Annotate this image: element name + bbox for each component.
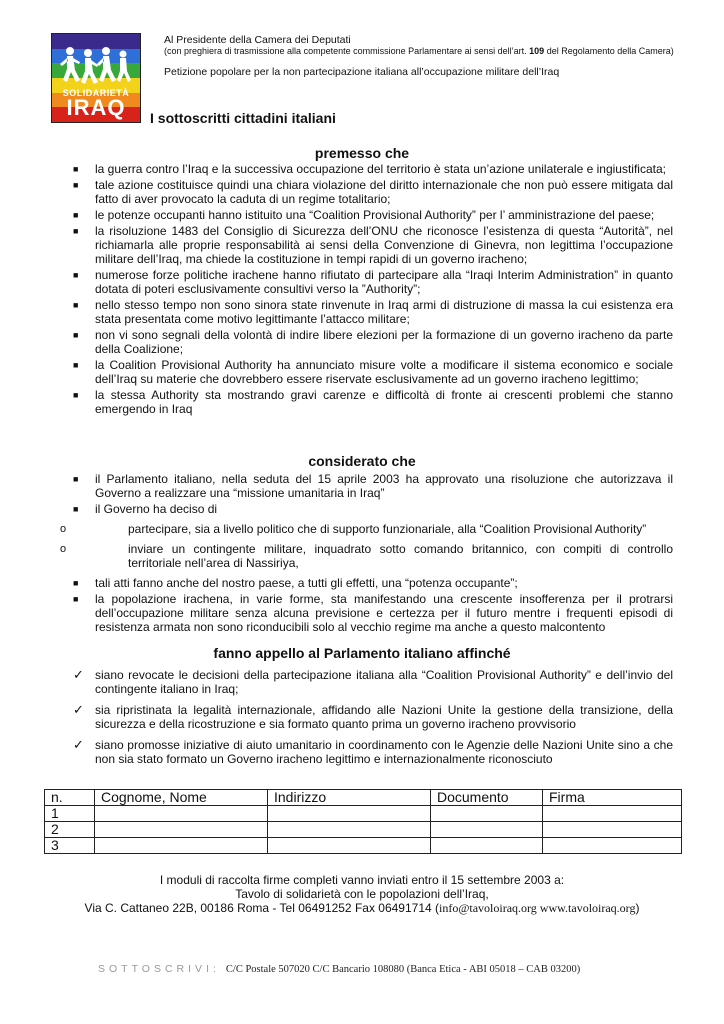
square-bullet-icon: ■	[73, 504, 79, 514]
signature-cell[interactable]	[543, 806, 682, 822]
address-cell[interactable]	[268, 822, 431, 838]
name-cell[interactable]	[95, 838, 268, 854]
list-item	[73, 738, 673, 766]
list-item	[73, 668, 673, 696]
square-bullet-icon: ■	[73, 474, 79, 484]
list-item	[73, 178, 673, 206]
document-header	[164, 34, 684, 78]
column-header: n.	[45, 790, 95, 806]
section-considerato-che-title: considerato che	[308, 453, 416, 469]
square-bullet-icon: ■	[73, 164, 79, 174]
list-item-text: la Coalition Provisional Authority ha annunciato misure volte a modificare il sistema economico e sociale dell’Iraq su materie che dovrebbero essere riservate esclusivamente ad un governo iracheno legittimo;	[95, 358, 673, 386]
column-header: Cognome, Nome	[95, 790, 268, 806]
list-item-text: la risoluzione 1483 del Consiglio di Sicurezza dell’ONU che riconosce l’esistenza di questa “Autorità”, nel richiamarla alle proprie responsabilità ai sensi della Convenzione di Ginevra, non legittima l’occupazione militare dell’Iraq, ma chiede la costituzione in tempi rapidi di un governo iracheno;	[95, 224, 673, 266]
list-item	[73, 162, 673, 176]
list-item	[73, 592, 673, 634]
list-item-text: sia ripristinata la legalità internazionale, affidando alle Nazioni Unite la gestione della transizione, della sicurezza e della ricostruzione e sia formato quanto prima un governo iracheno provvisorio	[95, 703, 673, 731]
list-item-text: siano promosse iniziative di aiuto umanitario in coordinamento con le Agenzie delle Nazioni Unite sino a che non sia stato formato un Governo iracheno legittimo e internazionalmente riconosciuto	[95, 738, 673, 766]
logo-text-iraq: IRAQ	[66, 95, 126, 120]
row-number: 2	[45, 822, 95, 838]
solidarieta-iraq-logo	[51, 33, 141, 123]
recipient-line: Tavolo di solidarietà con le popolazioni dell’Iraq,	[235, 887, 489, 901]
document-cell[interactable]	[431, 806, 543, 822]
checkmark-icon: ✓	[73, 667, 84, 682]
table-row	[45, 806, 682, 822]
circle-bullet-icon: o	[60, 523, 67, 535]
bank-accounts: C/C Postale 507020 C/C Bancario 108080 (Banca Etica - ABI 05018 – CAB 03200)	[225, 964, 581, 975]
address-text: Via C. Cattaneo 22B, 00186 Roma - Tel 06491252 Fax 06491714 (	[84, 901, 439, 915]
premesso-che-list	[73, 162, 673, 418]
list-item	[73, 208, 673, 222]
row-number: 3	[45, 838, 95, 854]
considerato-che-list	[60, 472, 673, 636]
column-header: Documento	[431, 790, 543, 806]
square-bullet-icon: ■	[73, 210, 79, 220]
section-appello-title: fanno appello al Parlamento italiano affinché	[213, 645, 511, 661]
transmission-note-post: del Regolamento della Camera)	[544, 46, 674, 56]
donation-info	[98, 963, 580, 975]
address-cell[interactable]	[268, 806, 431, 822]
square-bullet-icon: ■	[73, 300, 79, 310]
appello-list	[73, 668, 673, 773]
list-item-text: partecipare, sia a livello politico che di supporto funzionariale, alla “Coalition Provisional Authority”	[128, 522, 647, 536]
sending-instructions	[0, 873, 724, 915]
intro-heading: I sottoscritti cittadini italiani	[150, 110, 336, 126]
list-item	[73, 298, 673, 326]
list-item-text: le potenze occupanti hanno istituito una “Coalition Provisional Authority” per l’ amministrazione del paese;	[95, 208, 655, 222]
list-item	[73, 358, 673, 386]
square-bullet-icon: ■	[73, 330, 79, 340]
deadline-line: I moduli di raccolta firme completi vanno inviati entro il 15 settembre 2003 a:	[159, 873, 565, 887]
contact-links[interactable]: info@tavoloiraq.org www.tavoloiraq.org	[439, 901, 636, 915]
square-bullet-icon: ■	[73, 578, 79, 588]
list-item	[73, 472, 673, 500]
signature-table	[44, 789, 682, 854]
list-item-text: tali atti fanno anche del nostro paese, a tutti gli effetti, una “potenza occupante”;	[95, 576, 518, 590]
list-item	[73, 328, 673, 356]
document-cell[interactable]	[431, 838, 543, 854]
list-item-text: tale azione costituisce quindi una chiara violazione del diritto internazionale che non può essere mitigata dal fatto di aver provocato la caduta di un regime totalitario;	[95, 178, 673, 206]
column-header: Firma	[543, 790, 682, 806]
article-number: 109	[529, 46, 545, 56]
list-item	[73, 388, 673, 416]
petition-title: Petizione popolare per la non partecipazione italiana all’occupazione militare dell’Iraq	[164, 66, 560, 78]
subscribe-label: SOTTOSCRIVI:	[98, 963, 220, 975]
list-item-text: la popolazione irachena, in varie forme, sta manifestando una crescente insofferenza per il protrarsi dell’occupazione militare senza alcuna previsione e certezza per il futuro mentre i frequenti episodi di resistenza armata non sono riconducibili solo al vecchio regime ma anche a questo malcontento	[95, 592, 673, 634]
sub-list-item	[60, 522, 673, 536]
name-cell[interactable]	[95, 806, 268, 822]
square-bullet-icon: ■	[73, 594, 79, 604]
square-bullet-icon: ■	[73, 390, 79, 400]
list-item	[73, 502, 673, 516]
list-item-text: numerose forze politiche irachene hanno rifiutato di partecipare alla “Iraqi Interim Administration” in quanto dotata di poteri esclusivamente consultivi verso la ”Authority”;	[95, 268, 673, 296]
list-item	[73, 576, 673, 590]
list-item-text: il Parlamento italiano, nella seduta del 15 aprile 2003 ha approvato una risoluzione che autorizzava il Governo a realizzare una “missione umanitaria in Iraq”	[95, 472, 673, 500]
logo-text-solidarieta: SOLIDARIETÀ	[62, 88, 130, 98]
list-item-text: inviare un contingente militare, inquadrato sotto comando britannico, con compiti di controllo territoriale nell’area di Nassiriya,	[128, 542, 673, 570]
transmission-note	[164, 46, 684, 57]
list-item-text: la guerra contro l’Iraq e la successiva occupazione del territorio è stata un’azione unilaterale e ingiustificata;	[95, 162, 666, 176]
square-bullet-icon: ■	[73, 226, 79, 236]
document-cell[interactable]	[431, 822, 543, 838]
signature-cell[interactable]	[543, 838, 682, 854]
circle-bullet-icon: o	[60, 543, 67, 555]
address-line	[0, 901, 724, 915]
list-item-text: la stessa Authority sta mostrando gravi carenze e difficoltà di fronte ai crescenti problemi che stanno emergendo in Iraq	[95, 388, 673, 416]
table-header-row	[45, 790, 682, 806]
list-item-text: non vi sono segnali della volontà di indire libere elezioni per la formazione di un governo iracheno da parte della Coalizione;	[95, 328, 673, 356]
square-bullet-icon: ■	[73, 270, 79, 280]
table-row	[45, 838, 682, 854]
column-header: Indirizzo	[268, 790, 431, 806]
list-item	[73, 703, 673, 731]
transmission-note-pre: (con preghiera di trasmissione alla competente commissione Parlamentare ai sensi dell’art.	[164, 46, 530, 56]
section-premesso-che-title: premesso che	[314, 145, 410, 161]
list-item	[73, 268, 673, 296]
row-number: 1	[45, 806, 95, 822]
checkmark-icon: ✓	[73, 702, 84, 717]
address-text-end: )	[635, 901, 640, 915]
square-bullet-icon: ■	[73, 180, 79, 190]
address-cell[interactable]	[268, 838, 431, 854]
checkmark-icon: ✓	[73, 737, 84, 752]
name-cell[interactable]	[95, 822, 268, 838]
list-item	[73, 224, 673, 266]
list-item-text: siano revocate le decisioni della partecipazione italiana alla “Coalition Provisional Authority” e dell’invio del contingente italiano in Iraq;	[95, 668, 673, 696]
list-item-text: nello stesso tempo non sono sinora state rinvenute in Iraq armi di distruzione di massa la cui esistenza era stata presentata come motivo legittimante l’attacco militare;	[95, 298, 673, 326]
list-item-text: il Governo ha deciso di	[95, 502, 218, 516]
addressee: Al Presidente della Camera dei Deputati	[164, 34, 351, 46]
sub-list-item	[60, 542, 673, 570]
signature-cell[interactable]	[543, 822, 682, 838]
table-row	[45, 822, 682, 838]
square-bullet-icon: ■	[73, 360, 79, 370]
